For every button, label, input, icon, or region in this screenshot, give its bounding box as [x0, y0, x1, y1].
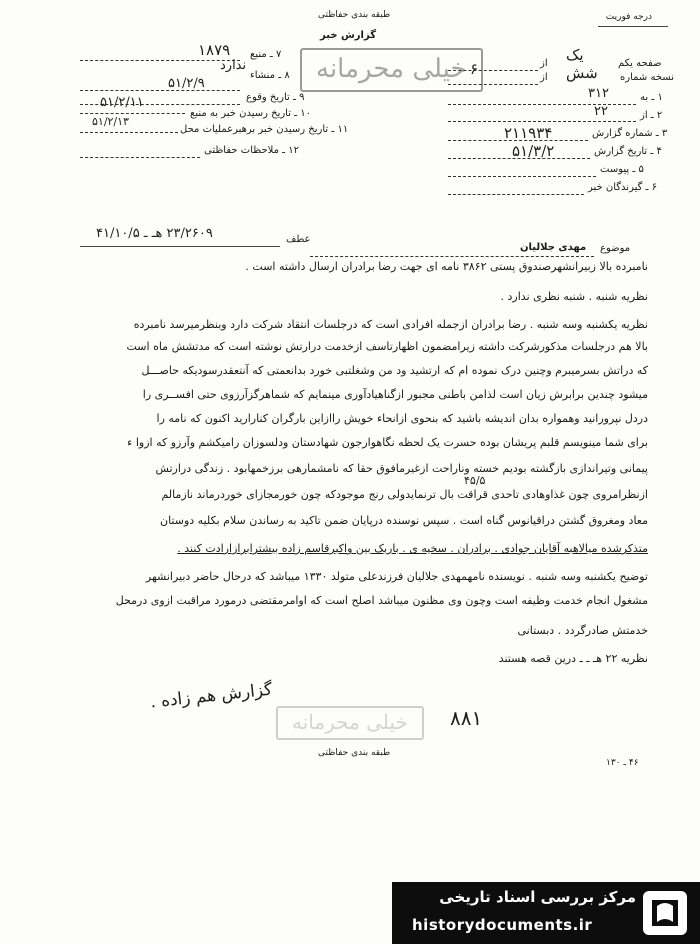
field-11-label: ۱۱ ـ تاریخ رسیدن خبر برهبرعملیات محل	[180, 124, 349, 135]
body-line-9: پیمانی وتیراندازی بازگشته بودیم خسته وناراحت ازغیرمافوق حقا که نامشمارهی برزخمهابود . زندگی درارتش	[155, 462, 648, 475]
page-value: یک	[566, 46, 584, 64]
page-from: از	[540, 58, 548, 69]
archive-logo-icon	[640, 888, 690, 938]
priority-underline	[598, 26, 668, 27]
field-1-value: ۳۱۲	[588, 86, 609, 101]
footer-url[interactable]: historydocuments.ir	[412, 916, 593, 934]
priority-label: درجه فوریت	[605, 12, 652, 22]
field-7-label: ۷ ـ منبع	[250, 49, 282, 60]
body-line-2: نظریه شنبه . شنبه نظری ندارد .	[500, 290, 648, 303]
field-10-value: ۵۱/۲/۱۱	[100, 95, 144, 110]
field-11-value: ۵۱/۲/۱۳	[92, 115, 129, 128]
field-11-line	[80, 132, 178, 133]
copy-value: شش	[566, 64, 598, 82]
field-8-value: ندارد	[220, 58, 247, 73]
field-3-value: ۲۱۱۹۳۴	[504, 124, 553, 142]
field-7-value: ۱۸۷۹	[198, 41, 231, 59]
ref-line	[80, 246, 280, 247]
field-6-line	[448, 194, 584, 195]
field-6-label: ۶ ـ گیرندگان خبر	[588, 182, 658, 193]
copy-label: نسخه شماره	[620, 72, 674, 83]
field-2-label: ۲ ـ از	[640, 110, 663, 121]
copy-from: از	[540, 72, 548, 83]
field-4-label: ۴ ـ تاریخ گزارش	[594, 146, 662, 157]
subject-value: مهدی جلالیان	[520, 242, 587, 253]
body-line-5: که دراتش بسرمیبرم وچنین درک نموده ام که ارتشید ود من وشغلتبی خورد بدانعمتی که آنتعقدرسودیکه حاصـــل	[141, 364, 648, 377]
field-3-label: ۳ ـ شماره گزارش	[592, 128, 668, 139]
body-line-3: نظریه یکشنبه وسه شنبه . رضا برادران ازجمله افرادی است که درجلسات انتقاد شرکت دارد وبنظرمیرسد نامبرده	[133, 318, 648, 331]
field-7-line	[80, 60, 240, 61]
margin-note: ۴۵/۵	[464, 474, 486, 487]
copy-line	[448, 84, 538, 85]
body-line-8: برای شما مینویسم قلبم پریشان بوده حسرت یک لحظه نگاهوارجون شهادستان ودلسوزان رامیکشم وآرزو که ازوا ء	[127, 436, 648, 449]
body-line-7: دردل نپرورانید وهمواره بدان اندیشه باشید که بنحوی ازانحاء خویش راازاین بارگران کنارارید اکنون که نامه را	[156, 412, 648, 425]
field-9-label: ۹ ـ تاریخ وقوع	[246, 92, 305, 103]
subject-line	[310, 256, 594, 257]
field-5-label: ۵ ـ پیوست	[600, 164, 644, 175]
field-12-line	[80, 157, 200, 158]
body-line-6: میشود چندین برابرش زیان است لذامن باطنی مجبور ازگناهیادآوری مینمایم که شماهرگزآرزوی حتی افســری را	[142, 388, 648, 401]
body-line-14: مشغول انجام خدمت وظیفه است وچون وی مظنون میباشد اصلح است که اوامرمقتضی درمورد مراقبت ازوی درمحل	[115, 594, 648, 607]
body-line-15: خدمتش صادرگردد . دبستانی	[517, 624, 648, 637]
field-2-line	[448, 121, 636, 122]
body-line-12: متذکرشده میالاهبه آقایان جوادی . برادران . سخیه ی . باریک بین واکبرقاسم زاده بیشترابرازارادت کنند .	[177, 542, 648, 555]
field-2-value: ۲۲	[594, 104, 608, 119]
page-line	[448, 70, 538, 71]
body-line-13: توضیح یکشنبه وسه شنبه . نویسنده نامهمهدی جلالیان فرزندعلی متولد ۱۳۳۰ میباشد که درحال حاضر دبیرانشهر	[145, 570, 648, 583]
field-8-line	[80, 90, 240, 91]
subject-label: موضوع	[600, 243, 631, 254]
signature: گزارش هم زاده .	[149, 679, 274, 713]
field-1-label: ۱ ـ به	[640, 92, 663, 103]
field-10-label: ۱۰ ـ تاریخ رسیدن خبر به منبع	[190, 108, 312, 119]
field-5-line	[448, 176, 596, 177]
body-line-10: ازنظرامروی چون غذاوهادی تاحدی قراقت بال ترنمایدولی رنج موجودکه چون خورمجازای خوردرماند نازمالم	[161, 488, 648, 501]
ref-label: عطف	[286, 234, 311, 245]
confidential-stamp: خیلی محرمانه	[300, 48, 483, 92]
body-line-11: معاد ومغروق گشتن دراقیانوس گناه است . سپس نوسنده درپایان ضمن تاکید به رساندن سلام بکلیه دوستان	[160, 514, 648, 527]
field-3-line	[448, 140, 588, 141]
form-code: ۴۶ ـ ۱۳۰	[606, 758, 639, 768]
field-8-date: ۵۱/۲/۹	[168, 76, 205, 91]
ref-value: ۲۳/۲۶۰۹ هـ ـ ۴۱/۱۰/۵	[96, 226, 213, 241]
field-10-line	[80, 113, 185, 114]
classification-top: طبقه بندی حفاظتی	[318, 10, 391, 20]
report-title: گزارش خبر	[320, 30, 377, 41]
field-4-value: ۵۱/۳/۲	[512, 142, 555, 160]
bottom-stamp-number: ۸۸۱	[450, 706, 483, 730]
field-8-label: ۸ ـ منشاء	[250, 70, 290, 81]
page-label: صفحه یکم	[618, 58, 662, 69]
copy-total: ۶	[470, 60, 479, 78]
classification-bottom: طبقه بندی حفاظتی	[318, 748, 391, 758]
bottom-stamp: خیلی محرمانه	[276, 706, 424, 740]
field-12-label: ۱۲ ـ ملاحظات حفاظتی	[204, 145, 299, 156]
body-line-4: بالا هم درجلسات مذکورشرکت داشته زیرامضمون اظهارتاسف ازخدمت درارتش نوشته است که مدتشش ماه است	[126, 340, 648, 353]
field-4-line	[448, 158, 590, 159]
body-line-1: نامبرده بالا زبیرانشهرصندوق پستی ۳۸۶۲ نامه ای جهت رضا برادران ارسال داشته است .	[245, 260, 648, 273]
body-line-16: نظریه ۲۲ هـ ـ ـ درین قصه هستند	[498, 652, 648, 665]
footer-center-name: مرکز بررسی اسناد تاریخی	[439, 888, 636, 906]
